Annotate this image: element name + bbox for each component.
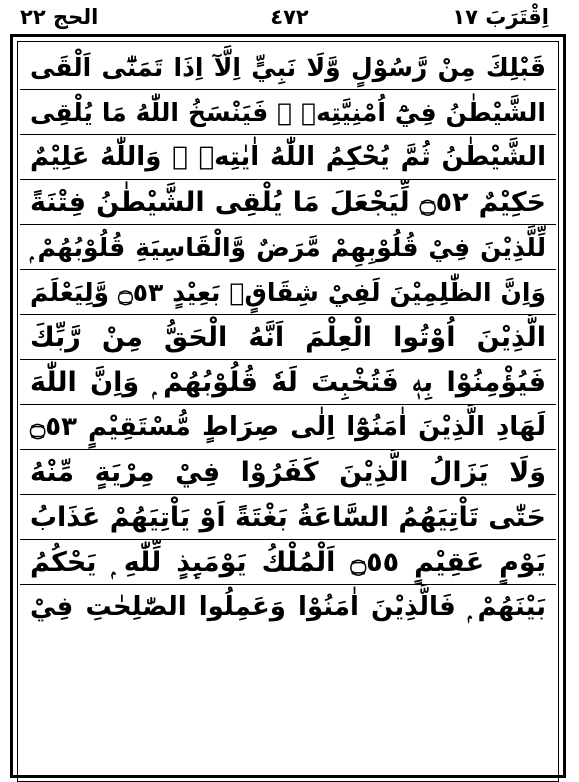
text-line-3 <box>20 135 556 180</box>
text-line-13-content: بَيْنَهُمْ ۭ فَالَّذِيْنَ اٰمَنُوْا وَعَمِلُوا الصّٰلِحٰتِ فِيْ <box>30 592 546 622</box>
text-line-11-content: حَتّٰى تَاْتِيَهُمُ السَّاعَةُ بَغْتَةً اَوْ يَاْتِيَهُمْ عَذَابُ <box>29 501 546 533</box>
text-line-7-content: الَّذِيْنَ اُوْتُوا الْعِلْمَ اَنَّهُ الْحَقُّ مِنْ رَّبِّكَ <box>30 321 546 353</box>
text-line-9 <box>20 405 556 450</box>
text-line-6 <box>20 270 556 315</box>
text-line-10 <box>20 450 556 495</box>
text-line-1-content: قَبْلِكَ مِنْ رَّسُوْلٍ وَّلَا نَبِيٍّ اِلَّآ اِذَا تَمَنّٰٓى اَلْقَى <box>30 52 546 82</box>
text-line-12 <box>20 540 556 585</box>
text-line-1 <box>20 45 556 90</box>
text-line-6-content: وَاِنَّ الظّٰلِمِيْنَ لَفِيْ شِقَاقٍۢ بَعِيْدٍ ۝٥٣ وَّلِيَعْلَمَ <box>30 277 546 307</box>
text-line-3-content: الشَّيْطٰنُ ثُمَّ يُحْكِمُ اللّٰهُ اٰيٰتِهٖ ۭ وَاللّٰهُ عَلِيْمٌ <box>30 141 546 172</box>
text-line-12-content: يَوْمٍ عَقِيْمٍ ۝٥٥ اَلْمُلْكُ يَوْمَىِٕذٍ لِّلّٰهِ ۭ يَحْكُمُ <box>30 546 546 578</box>
surah-label: الحج ٢٢ <box>20 5 99 29</box>
text-line-10-content: وَلَا يَزَالُ الَّذِيْنَ كَفَرُوْا فِيْ مِرْيَةٍ مِّنْهُ <box>30 456 546 488</box>
quran-text-body <box>20 45 556 782</box>
text-line-8 <box>20 360 556 405</box>
text-line-2 <box>20 90 556 135</box>
text-line-4 <box>20 180 556 225</box>
text-line-8-content: فَيُؤْمِنُوْا بِهٖ فَتُخْبِتَ لَهٗ قُلُوْبُهُمْ ۭ وَاِنَّ اللّٰهَ <box>30 366 546 398</box>
page-number: ٤٧٢ <box>270 5 309 29</box>
text-line-5 <box>20 225 556 270</box>
text-line-7 <box>20 315 556 360</box>
juz-label: اِقْتَرَبَ ١٧ <box>452 5 549 29</box>
text-line-13 <box>20 585 556 630</box>
text-line-9-content: لَهَادِ الَّذِيْنَ اٰمَنُوْٓا اِلٰى صِرَاطٍ مُّسْتَقِيْمٍ ۝٥٣ <box>30 411 546 442</box>
text-line-11 <box>20 495 556 540</box>
text-line-4-content: حَكِيْمٌ ۝٥٢ لِّيَجْعَلَ مَا يُلْقِى الشَّيْطٰنُ فِتْنَةً <box>30 186 546 218</box>
text-line-2-content: الشَّيْطٰنُ فِيْٓ اُمْنِيَّتِهٖ ۚ فَيَنْسَخُ اللّٰهُ مَا يُلْقِى <box>30 97 546 127</box>
text-line-5-content: لِّلَّذِيْنَ فِيْ قُلُوْبِهِمْ مَّرَضٌ وَّالْقَاسِيَةِ قُلُوْبُهُمْ ۭ <box>30 232 546 262</box>
page-header <box>0 0 579 36</box>
